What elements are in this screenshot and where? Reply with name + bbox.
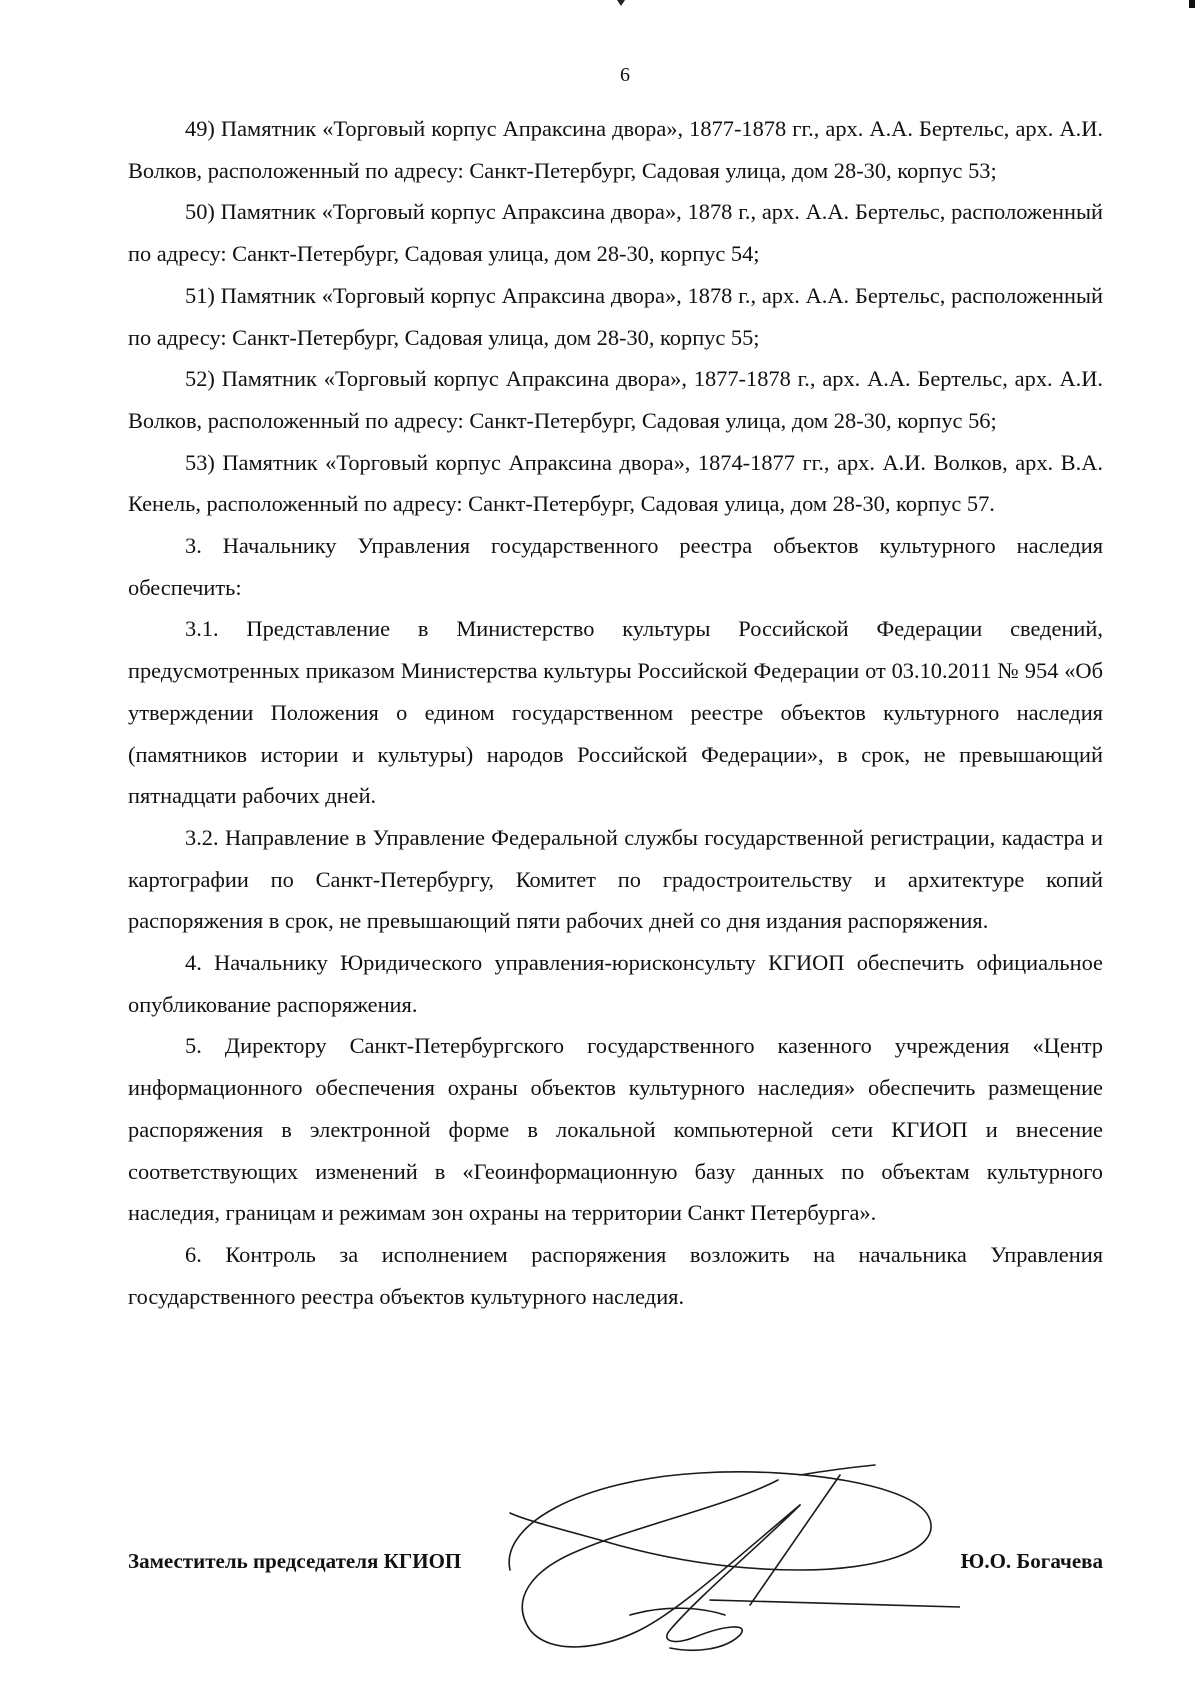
signatory-name: Ю.О. Богачева [960, 1549, 1103, 1573]
paragraph-clause-3-1: 3.1. Представление в Министерство культуры Российской Федерации сведений, предусмотренных приказом Министерства культуры Российской Федерации от 03.10.2011 № 954 «Об утверждении Положения о едином государственном реестре объектов культурного наследия (памятников истории и культуры) народов Российской Федерации», в срок, не превышающий пятнадцати рабочих дней. [128, 616, 1103, 809]
scan-mark-top [617, 0, 625, 6]
paragraph-item-52: 52) Памятник «Торговый корпус Апраксина двора», 1877-1878 г., арх. А.А. Бертельс, арх. А.И. Волков, расположенный по адресу: Санкт-Петербург, Садовая улица, дом 28-30, корпус 56; [128, 366, 1103, 433]
paragraph-clause-3-2: 3.2. Направление в Управление Федеральной службы государственной регистрации, кадастра и картографии по Санкт-Петербургу, Комитет по градостроительству и архитектуре копий распоряжения в срок, не превышающий пяти рабочих дней со дня издания распоряжения. [128, 824, 1103, 934]
signatory-title: Заместитель председателя КГИОП [128, 1549, 462, 1573]
handwritten-signature [500, 1445, 960, 1660]
paragraph-clause-6: 6. Контроль за исполнением распоряжения возложить на начальника Управления государственного реестра объектов культурного наследия. [128, 1241, 1103, 1309]
paragraph-clause-3: 3. Начальнику Управления государственного реестра объектов культурного наследия обеспечить: [128, 533, 1103, 600]
paragraph-clause-5: 5. Директору Санкт-Петербургского государственного казенного учреждения «Центр информационного обеспечения охраны объектов культурного наследия» обеспечить размещение распоряжения в электронной форме в локальной компьютерной сети КГИОП и внесение соответствующих изменений в «Геоинформационную базу данных по объектам культурного наследия, границам и режимам зон охраны на территории Санкт Петербурга». [128, 1033, 1103, 1226]
paragraph-item-50: 50) Памятник «Торговый корпус Апраксина двора», 1878 г., арх. А.А. Бертельс, расположенный по адресу: Санкт-Петербург, Садовая улица, дом 28-30, корпус 54; [128, 199, 1103, 267]
paragraph-item-53: 53) Памятник «Торговый корпус Апраксина двора», 1874-1877 гг., арх. А.И. Волков, арх. В.А. Кенель, расположенный по адресу: Санкт-Петербург, Садовая улица, дом 28-30, корпус 57. [128, 449, 1103, 517]
paragraph-item-49: 49) Памятник «Торговый корпус Апраксина двора», 1877-1878 гг., арх. А.А. Бертельс, арх. А.И. Волков, расположенный по адресу: Санкт-Петербург, Садовая улица, дом 28-30, корпус 53; [128, 116, 1103, 183]
paragraph-item-51: 51) Памятник «Торговый корпус Апраксина двора», 1878 г., арх. А.А. Бертельс, расположенный по адресу: Санкт-Петербург, Садовая улица, дом 28-30, корпус 55; [128, 282, 1103, 350]
paragraph-clause-4: 4. Начальнику Юридического управления-юрисконсульту КГИОП обеспечить официальное опубликование распоряжения. [128, 950, 1103, 1017]
document-body [128, 108, 1103, 1317]
scan-mark-right [1189, 0, 1195, 8]
page-number: 6 [620, 64, 630, 86]
